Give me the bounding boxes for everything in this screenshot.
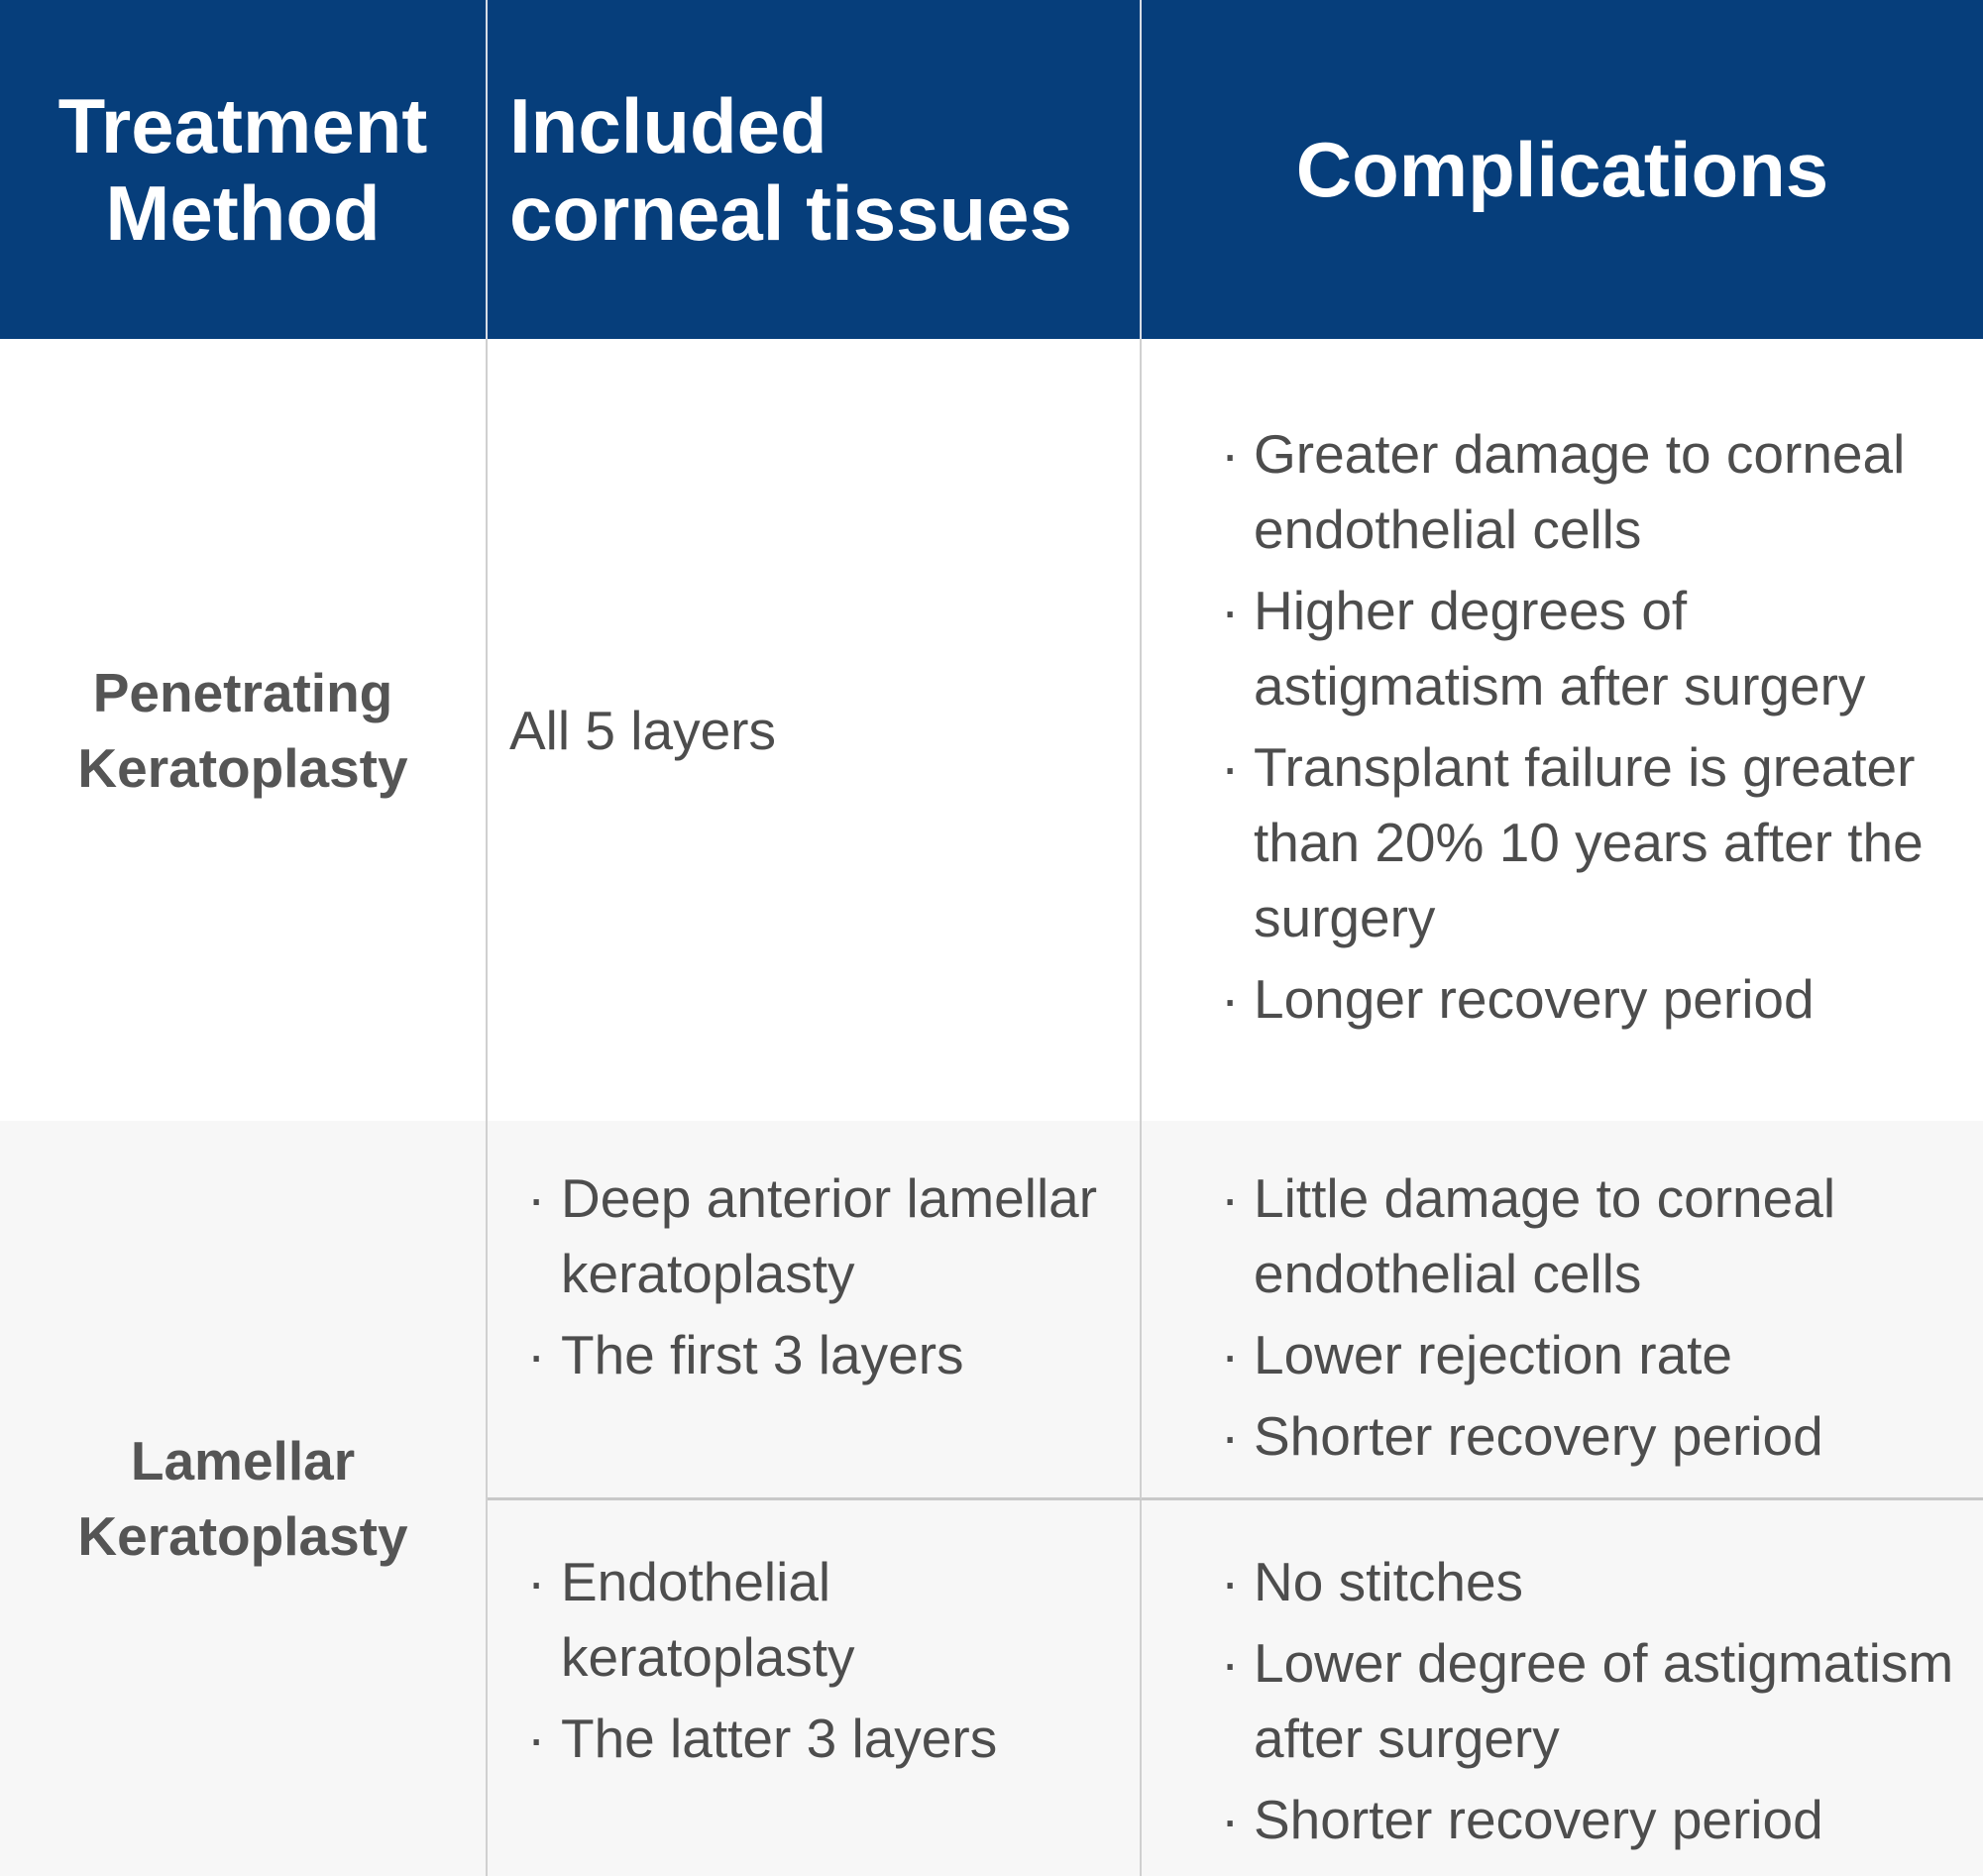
tissues-endothelial-list — [488, 1544, 1140, 1776]
complications-deep-anterior-list — [1142, 1160, 1983, 1474]
header-treatment-method-line1: Treatment — [57, 82, 428, 169]
method-penetrating-keratoplasty — [0, 339, 488, 1121]
method-lamellar-line2: Keratoplasty — [77, 1505, 408, 1567]
bullet-dot: · — [1221, 1789, 1240, 1850]
bullet-dot: · — [1221, 736, 1240, 798]
tissues-deep-anterior — [488, 1121, 1142, 1500]
tissues-endothelial — [488, 1500, 1142, 1876]
list-item: · Shorter recovery period — [1142, 1398, 1983, 1474]
list-item: · Lower degree of astigmatism after surgery — [1142, 1625, 1983, 1776]
header-treatment-method — [0, 0, 488, 339]
header-complications-label: Complications — [1295, 126, 1829, 213]
complications-endothelial-list — [1142, 1544, 1983, 1857]
complications-penetrating-list — [1142, 416, 1983, 1037]
tissues-penetrating — [488, 339, 1142, 1121]
header-included-tissues-line2: corneal tissues — [509, 169, 1072, 257]
complications-penetrating — [1142, 339, 1983, 1121]
bullet-dot: · — [1221, 1167, 1240, 1229]
bullet-dot: · — [1221, 423, 1240, 485]
header-treatment-method-line2: Method — [105, 169, 381, 257]
list-item: · Lower rejection rate — [1142, 1317, 1983, 1392]
header-complications — [1142, 0, 1983, 339]
list-item: · Longer recovery period — [1142, 961, 1983, 1037]
bullet-dot: · — [527, 1167, 546, 1229]
bullet-dot: · — [1221, 968, 1240, 1030]
header-included-tissues-line1: Included — [509, 82, 827, 169]
list-item: · Shorter recovery period — [1142, 1782, 1983, 1857]
list-item: · Transplant failure is greater than 20% 10 years after the surgery — [1142, 729, 1983, 955]
method-penetrating-line2: Keratoplasty — [77, 736, 408, 799]
list-item: · The first 3 layers — [488, 1317, 1140, 1392]
list-item: · Endothelial keratoplasty — [488, 1544, 1140, 1695]
list-item: · Greater damage to corneal endothelial cells — [1142, 416, 1983, 567]
bullet-dot: · — [1221, 580, 1240, 641]
header-included-tissues — [488, 0, 1142, 339]
complications-deep-anterior — [1142, 1121, 1983, 1500]
method-lamellar-line1: Lamellar — [130, 1430, 356, 1491]
method-lamellar-keratoplasty — [0, 1121, 488, 1876]
bullet-dot: · — [1221, 1405, 1240, 1467]
tissues-deep-anterior-list — [488, 1160, 1140, 1392]
bullet-dot: · — [527, 1324, 546, 1385]
bullet-dot: · — [1221, 1324, 1240, 1385]
tissues-penetrating-text: All 5 layers — [509, 699, 776, 761]
list-item: · Little damage to corneal endothelial cells — [1142, 1160, 1983, 1311]
bullet-dot: · — [1221, 1632, 1240, 1694]
method-penetrating-line1: Penetrating — [92, 661, 393, 723]
bullet-dot: · — [527, 1708, 546, 1769]
bullet-dot: · — [1221, 1551, 1240, 1612]
list-item: · Deep anterior lamellar keratoplasty — [488, 1160, 1140, 1311]
list-item: · The latter 3 layers — [488, 1701, 1140, 1776]
list-item: · No stitches — [1142, 1544, 1983, 1619]
list-item: · Higher degrees of astigmatism after surgery — [1142, 573, 1983, 723]
bullet-dot: · — [527, 1551, 546, 1612]
complications-endothelial — [1142, 1500, 1983, 1876]
